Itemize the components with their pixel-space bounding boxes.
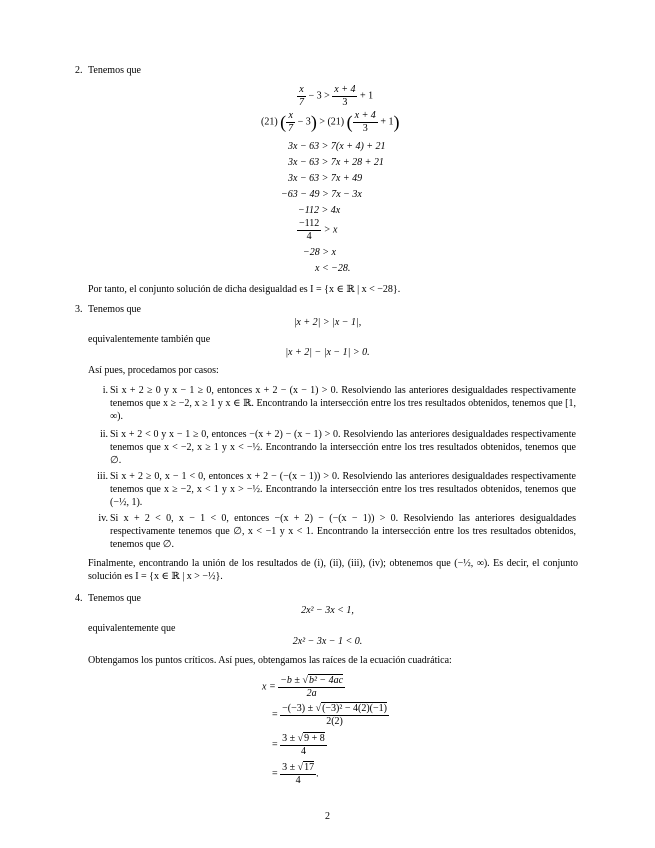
case-label: iii.	[97, 471, 108, 482]
item-3-eq2: |x + 2| − |x − 1| > 0.	[285, 347, 370, 358]
eq-line-10: x < −28.	[315, 263, 351, 274]
case-text: Si x + 2 < 0, x − 1 < 0, entonces −(x + 2) − (−(x − 1)) > 0. Resolviendo las anteriores desigualdades respectivamente tenemos que ∅, x < −1 y x < 1. Encontrando la intersección entre los tres resultados obtenidos, tenemos que ∅.	[110, 513, 576, 550]
item-4-eq1: 2x² − 3x < 1,	[301, 605, 354, 616]
eq-line-8	[297, 218, 337, 242]
greater-x: > x	[323, 224, 338, 236]
frac-den: 7	[288, 122, 294, 134]
item-3-final: Finalmente, encontrando la unión de los resultados de (i), (ii), (iii), (iv); obtenemos que (−½, ∞). Es decir, el conjunto solución es I = {x ∈ ℝ | x > −½}.	[88, 558, 578, 582]
eq-line-5: 3x − 63 > 7x + 49	[288, 173, 363, 184]
q-radicand: 17	[304, 762, 315, 773]
frac-den: 4	[297, 230, 321, 243]
item-4-crit: Obtengamos los puntos críticos. Así pues, obtengamos las raíces de la ecuación cuadrática:	[88, 655, 452, 666]
item-4-number: 4.	[75, 593, 83, 604]
frac-den: 3	[332, 96, 357, 109]
item-3-intro: Tenemos que	[88, 304, 141, 315]
minus-three: − 3 >	[308, 90, 330, 102]
x-equals: x =	[262, 681, 276, 693]
quad-step-2: = $\frac{\text{−(−3) ± √(−3)² − 4(2)(−1)}}{2(2)}$	[272, 703, 387, 727]
item-4-intro: Tenemos que	[88, 593, 141, 604]
q-radicand: 9 + 8	[304, 733, 325, 744]
equals: =	[272, 768, 278, 780]
eq-line-1	[297, 84, 373, 108]
period: .	[316, 768, 319, 780]
eq-line-3: 3x − 63 > 7(x + 4) + 21	[288, 141, 386, 152]
quad-step-4: = $\frac{3 \pm √17}{4}$ .	[272, 762, 319, 786]
item-3-number: 3.	[75, 304, 83, 315]
quad-step-3: = $\frac{3 \pm √9 + 8}{4}$	[272, 733, 325, 757]
frac-num: x	[299, 84, 304, 95]
item-3-equiv: equivalentemente también que	[88, 334, 211, 345]
q-num: −b ±	[280, 675, 300, 686]
q-num: −(−3) ±	[282, 703, 314, 714]
frac-num: x + 4	[354, 110, 376, 121]
item-2-number: 2.	[75, 65, 83, 76]
page-number: 2	[325, 811, 330, 822]
q-den: 4	[280, 745, 327, 758]
plus-one: + 1	[359, 90, 374, 102]
q-den: 2(2)	[280, 715, 389, 728]
frac-num: x + 4	[334, 84, 356, 95]
case-text: Si x + 2 ≥ 0, x − 1 < 0, entonces x + 2 − (−(x − 1)) > 0. Resolviendo las anteriores desigualdades respectivamente tenemos que x ≥ −2, x < 1 y x > −½. Encontrando la intersección entre los tres resultados obtenidos, tenemos que (−½, 1).	[110, 471, 576, 508]
coef-left: (21)	[261, 116, 278, 128]
item-4-eq2: 2x² − 3x − 1 < 0.	[292, 636, 363, 647]
greater-than: >	[319, 116, 325, 128]
q-radicand: b² − 4ac	[308, 675, 344, 686]
equals: =	[272, 739, 278, 751]
case-text: Si x + 2 < 0 y x − 1 ≥ 0, entonces −(x + 2) − (x − 1) > 0. Resolviendo las anteriores desigualdades respectivamente tenemos que x < −2, x ≥ 1 y x < −½. Encontrando la intersección entre los tres resultados obtenidos, tenemos que ∅.	[110, 429, 576, 466]
eq-line-6: −63 − 49 > 7x − 3x	[281, 189, 362, 200]
case-label: i.	[102, 385, 108, 396]
frac-den: 3	[353, 122, 378, 135]
item-3-eq1: |x + 2| > |x − 1|,	[293, 317, 362, 328]
q-radicand: (−3)² − 4(2)(−1)	[322, 703, 387, 714]
eq-line-7: −112 > 4x	[298, 205, 341, 216]
item-2-conclusion: Por tanto, el conjunto solución de dicha desigualdad es I = {x ∈ ℝ | x < −28}.	[88, 284, 401, 295]
coef-right: (21)	[327, 116, 345, 128]
frac-num: x	[288, 110, 293, 121]
eq-line-9: −28 > x	[303, 247, 336, 258]
quad-step-1: x = $\frac{\text{−b ± √b² − 4ac}}{2a}$	[262, 675, 344, 699]
q-den: 2a	[278, 687, 345, 700]
q-num: 3 ±	[282, 762, 296, 773]
case-text: Si x + 2 ≥ 0 y x − 1 ≥ 0, entonces x + 2 − (x − 1) > 0. Resolviendo las anteriores desigualdades respectivamente tenemos que x ≥ −2, x ≥ 1 y x ∈ ℝ. Encontrando la intersección entre los tres resultados obtenidos, tenemos que [1, ∞).	[110, 385, 576, 422]
frac-den: 7	[299, 96, 304, 108]
equals: =	[272, 709, 278, 721]
plus-one: + 1	[380, 116, 394, 128]
case-label: iv.	[98, 513, 108, 524]
frac-num: −112	[299, 218, 320, 229]
eq-line-2: (21) ( $\frac{x}{7}$ − 3) > (21) ( $\frac{x + 4}{3}$ + 1)	[261, 110, 400, 134]
case-label: ii.	[99, 429, 108, 440]
eq-line-4: 3x − 63 > 7x + 28 + 21	[288, 157, 384, 168]
q-num: 3 ±	[282, 733, 296, 744]
item-2-intro: Tenemos que	[88, 65, 141, 76]
q-den: 4	[280, 774, 316, 787]
item-4-equiv: equivalentemente que	[88, 623, 176, 634]
item-3-cases-intro: Así pues, procedamos por casos:	[88, 365, 219, 376]
